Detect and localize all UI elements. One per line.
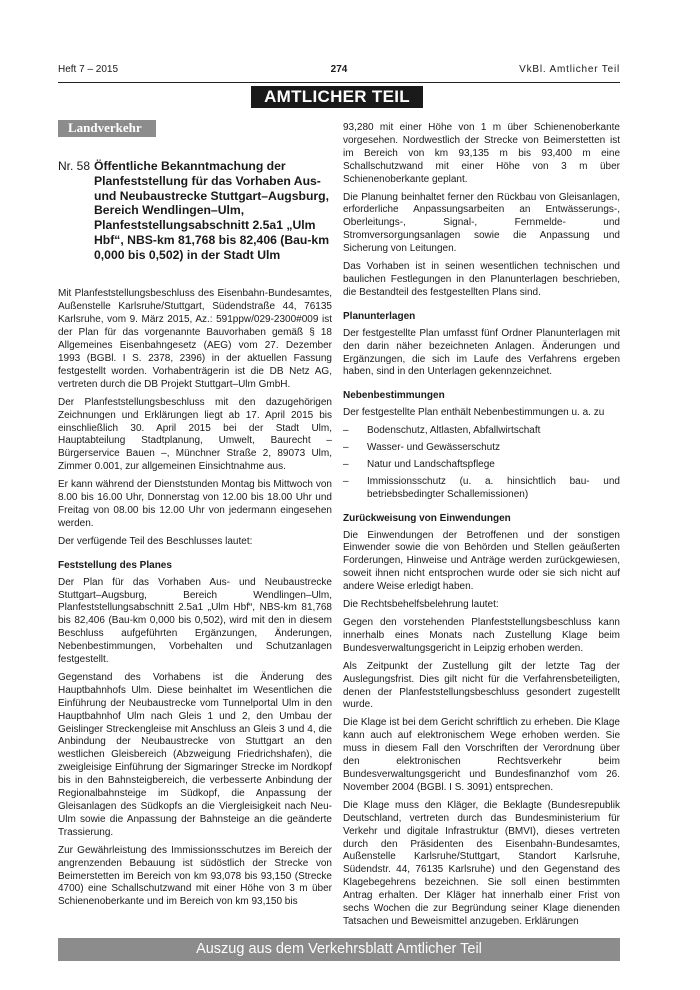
paragraph: Die Klage muss den Kläger, die Beklagte (Bundesrepublik Deutschland, vertreten durch das Bundesministerium für Verkehr und digitale Infrastruktur (BMVI), dieses vertreten durch den Präsidenten des Eisenbahn-Bundesamtes, Außenstelle Karlsruhe/Stuttgart, Standort Karlsruhe, Südendstr. 44, 76135 Karlsruhe) und den Gegenstand des Klagebegehrens bezeichnen. Sie soll einen bestimmten Antrag erhalten. Der Kläger hat innerhalb einer Frist von sechs Wochen die zur Begründung seiner Klage dienenden Tatsachen und Beweismittel anzugeben. Erklärungen: [343, 799, 620, 927]
paragraph: Die Rechtsbehelfsbelehrung lautet:: [343, 599, 499, 611]
dash-bullet: –: [343, 442, 349, 454]
notice-number: Nr. 58: [58, 158, 91, 173]
paragraph: Er kann während der Dienststunden Montag bis Mittwoch von 8.00 bis 16.00 Uhr, Donnerstag von 12.00 bis 18.00 Uhr und Freitag von 08.00 bis 12.00 Uhr von jedermann eingesehen werden.: [58, 479, 332, 529]
dash-bullet: –: [343, 475, 349, 487]
left-column: [58, 120, 332, 914]
notice-heading: [58, 159, 332, 263]
section-banner: AMTLICHER TEIL: [251, 86, 423, 108]
paragraph: Gegen den vorstehenden Planfeststellungsbeschluss kann innerhalb eines Monats nach Zustellung Klage beim Bundesverwaltungsgericht in Leipzig erhoben werden.: [343, 617, 620, 654]
page-header: [58, 64, 620, 78]
paragraph: Als Zeitpunkt der Zustellung gilt der letzte Tag der Auslegungsfrist. Dies gilt nicht für die Verfahrensbeteiligten, denen der Planfeststellungsbeschluss gesondert zugestellt wurde.: [343, 660, 620, 711]
notice-title: Öffentliche Bekanntmachung der Planfeststellung für das Vorhaben Aus- und Neubaustrecke Stuttgart–Augsburg, Bereich Wendlingen–Ulm, Planfeststellungsabschnitt 2.5a1 „Ulm Hbf“, NBS-km 81,768 bis 82,406 (Bau-km 0,000 bis 0,502) in der Stadt Ulm: [94, 158, 330, 262]
list-item: – Bodenschutz, Altlasten, Abfallwirtschaft: [343, 425, 541, 437]
paragraph: Zur Gewährleistung des Immissionsschutzes im Bereich der angrenzenden Bebauung ist südöstlich der Strecke von Beimerstetten im Bereich von km 93,078 bis 93,150 (Strecke 4700) eine Schallschutzwand mit einer Höhe von 3 m über Schienenoberkante und im Bereich von km 93,150 bis: [58, 844, 332, 908]
subheading: Zurückweisung von Einwendungen: [343, 512, 511, 524]
paragraph: Der Planfeststellungsbeschluss mit den dazugehörigen Zeichnungen und Erklärungen liegt ab 17. April 2015 bis einschließlich 30. April 2015 bei der Stadt Ulm, Hauptabteilung Stadtplanung, Umwelt, Baurecht – Bürgerservice Bauen –, Münchner Straße 2, 89073 Ulm, Zimmer 0.001, zur allgemeinen Einsichtnahme aus.: [58, 396, 332, 473]
subheading: Planunterlagen: [343, 310, 416, 322]
paragraph: Mit Planfeststellungsbeschluss des Eisenbahn-Bundesamtes, Außenstelle Karlsruhe/Stuttgart, Südendstraße 44, 76135 Karlsruhe, vom 9. März 2015, Az.: 591ppw/029-2300#009 ist der Plan für das vorgenannte Bauvorhaben gemäß § 18 Allgemeines Eisenbahngesetz (AEG) vom 27. Dezember 1993 (BGBl. I S. 2378, 2396) in der aktuellen Fassung festgestellt worden. Vorhabenträgerin ist die DB Netz AG, vertreten durch die DB Projekt Stuttgart–Ulm GmbH.: [58, 288, 332, 390]
paragraph: Der festgestellte Plan umfasst fünf Ordner Planunterlagen mit den darin näher bezeichneten Anlagen. Änderungen und Ergänzungen, die sich im Laufe des Verfahrens ergeben haben, sind in den Unterlagen gekennzeichnet.: [343, 327, 620, 378]
issue-label: Heft 7 – 2015: [58, 64, 119, 75]
subheading: Feststellung des Planes: [58, 559, 172, 571]
list-item: – Wasser- und Gewässerschutz: [343, 442, 501, 454]
paragraph: Gegenstand des Vorhabens ist die Änderung des Hauptbahnhofs Ulm. Diese beinhaltet im Wesentlichen die Einführung der Neubaustrecke vom Tunnelportal Ulm in den Hauptbahnhof Ulm nach Gleis 1 und 2, den Umbau der Geislinger Streckengleise mit Anschluss an Gleis 3 und 4, die Anbindung der Neubaustrecke von Stuttgart an den westlichen Gleisbereich (Abzweigung Friedrichshafen), die zweigleisige Einführung der Sigmaringer Strecke im Nordkopf bis in den Bahnsteigbereich, die verbesserte Anbindung der Regionalbahnsteige im Südkopf, die Anpassung der Gleisanlagen des Südkopfs an die Viergleisigkeit nach Neu-Ulm sowie die Anpassung der Bahnsteige an die geänderte Trassierung.: [58, 671, 332, 838]
page-footer: Auszug aus dem Verkehrsblatt Amtlicher Teil: [58, 938, 620, 961]
dash-bullet: –: [343, 458, 349, 470]
list-item: – Immissionsschutz (u. a. hinsichtlich bau- und betriebsbedingter Schallemissionen): [343, 475, 620, 500]
publication-label: VkBl. Amtlicher Teil: [519, 64, 620, 75]
paragraph: Der Plan für das Vorhaben Aus- und Neubaustrecke Stuttgart–Augsburg, Bereich Wendlingen–Ulm, Planfeststellungsabschnitt 2.5a1 „Ulm Hbf“, NBS-km 81,768 bis 82,406 (Bau-km 0,000 bis 0,502), wird mit den in diesem Beschluss aufgeführten Ergänzungen, Änderungen, Nebenbestimmungen, Vorbehalten und Schutzanlagen festgestellt.: [58, 576, 332, 666]
paragraph: Die Planung beinhaltet ferner den Rückbau von Gleisanlagen, erforderliche Anpassungsarbeiten an Entwässerungs-, Oberleitungs-, Signal-, Fernmelde- und Stromversorgungsanlagen sowie die Anpassung und Sicherung von Leitungen.: [343, 191, 620, 255]
page-number: 274: [330, 64, 348, 75]
subheading: Nebenbestimmungen: [343, 390, 445, 402]
section-label: Landverkehr: [58, 120, 156, 137]
paragraph: 93,280 mit einer Höhe von 1 m über Schienenoberkante vorgesehen. Nordwestlich der Strecke von Beimerstetten ist im Bereich von km 93,135 m bis 93,400 m eine Schallschutzwand mit einer Höhe von 3 m über Schienenoberkante geplant.: [343, 122, 620, 185]
paragraph: Die Klage ist bei dem Gericht schriftlich zu erheben. Die Klage kann auch auf elektronischem Wege erhoben werden. Sie muss in diesem Fall den Vorschriften der Verordnung über den elektronischen Rechtsverkehr beim Bundesverwaltungsgericht und Bundesfinanzhof vom 26. November 2004 (BGBl. I S. 3091) entsprechen.: [343, 717, 620, 793]
dash-bullet: –: [343, 425, 349, 437]
provisions-list: [343, 425, 620, 502]
list-item: – Natur und Landschaftspflege: [343, 458, 495, 470]
paragraph: Die Einwendungen der Betroffenen und der sonstigen Einwender sowie die von Behörden und Stellen geäußerten Forderungen, Hinweise und Anträge werden zurückgewiesen, soweit ihnen nicht entsprochen wurde oder sie sich nicht auf andere Weise erledigt haben.: [343, 529, 620, 593]
paragraph: Der festgestellte Plan enthält Nebenbestimmungen u. a. zu: [343, 407, 605, 419]
right-column: [343, 122, 620, 934]
paragraph: Der verfügende Teil des Beschlusses lautet:: [58, 535, 253, 547]
header-rule: [58, 82, 620, 83]
paragraph: Das Vorhaben ist in seinen wesentlichen technischen und baulichen Festlegungen in den Planunterlagen beschrieben, die Bestandteil des festgestellten Plans sind.: [343, 261, 620, 298]
